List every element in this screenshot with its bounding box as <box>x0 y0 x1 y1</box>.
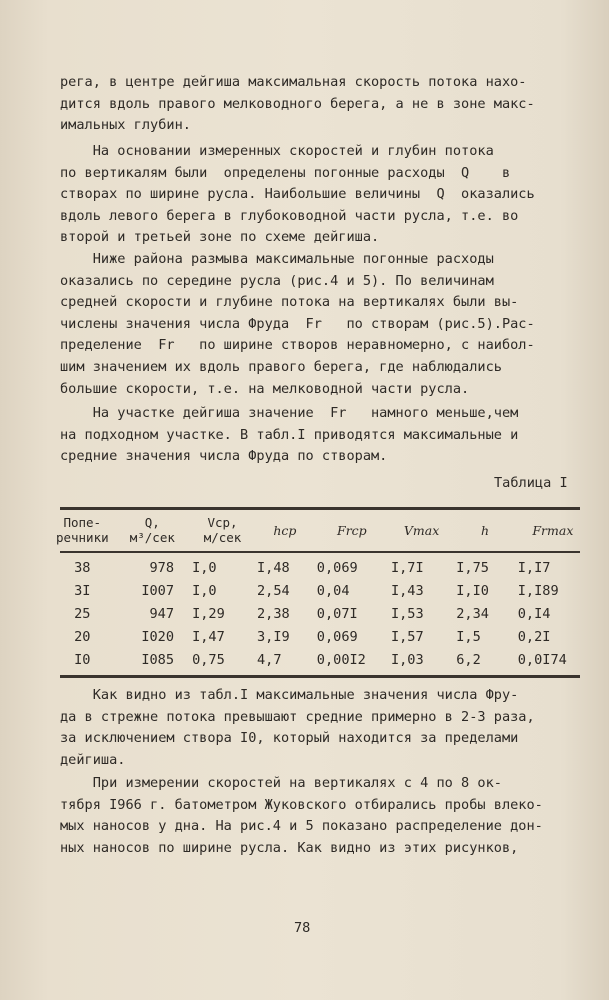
text-line: оказались по середине русла (рис.4 и 5). По величинам <box>60 272 494 289</box>
text-line: второй и третьей зоне по схеме дейгиша. <box>60 229 380 246</box>
table-header-row <box>50 510 590 550</box>
text-line: створах по ширине русла. Наибольшие величины Q оказались <box>60 186 535 203</box>
table-cell: 25 <box>74 605 91 622</box>
text-line: рега, в центре дейгиша максимальная скорость потока нахо- <box>60 74 527 90</box>
table-cell: 0,069 <box>316 559 358 576</box>
table-cell: I020 <box>141 628 175 645</box>
header-cell: h <box>480 522 490 538</box>
table-cell: I,I7 <box>517 559 551 576</box>
text-line: за исключением створа I0, который находится за пределами <box>60 730 519 747</box>
table-row <box>50 550 590 579</box>
table-cell: I,5 <box>456 628 481 645</box>
text-line: Как видно из табл.I максимальные значения числа Фру- <box>60 687 519 703</box>
table-cell: 2,34 <box>456 605 489 622</box>
paragraph-5 <box>60 685 580 771</box>
table-caption: Таблица I <box>494 475 568 491</box>
text-line: да в стрежне потока превышают средние примерно в 2-3 раза, <box>60 708 535 725</box>
data-table <box>50 510 590 671</box>
table-row <box>50 579 590 602</box>
text-line: по вертикалям были определены погонные расходы Q в <box>60 164 511 181</box>
table-cell: 4,7 <box>256 651 282 668</box>
paragraph-4 <box>60 403 580 468</box>
table-cell: I,53 <box>390 605 424 622</box>
table-cell: 0,I4 <box>517 605 551 622</box>
text-line: ных наносов по ширине русла. Как видно из этих рисунков, <box>60 839 519 856</box>
table-cell: I0 <box>74 651 91 668</box>
table-cell: 0,07I <box>316 605 358 622</box>
header-cell: hср <box>273 522 297 538</box>
text-line: средние значения числа Фруда по створам. <box>60 448 388 465</box>
table-bottom-rule <box>60 675 580 678</box>
text-line: При измерении скоростей на вертикалях с 4 по 8 ок- <box>60 775 502 791</box>
text-line: тября I966 г. батометром Жуковского отбирались пробы влеко- <box>60 796 543 813</box>
text-line: на подходном участке. В табл.I приводятся максимальные и <box>60 426 519 443</box>
table-cell: I,48 <box>256 559 290 576</box>
text-line: средней скорости и глубине потока на вертикалях были вы- <box>60 294 519 311</box>
text-line: вдоль левого берега в глубоководной части русла, т.е. во <box>60 207 519 224</box>
table-cell: I,43 <box>390 582 424 599</box>
table-cell: 947 <box>149 605 175 622</box>
table-cell: I,75 <box>456 559 489 576</box>
header-cell: Vср, м/сек <box>203 515 242 545</box>
table-cell: I007 <box>141 582 175 599</box>
table-cell: I,03 <box>390 651 424 668</box>
table-cell: 0,2I <box>517 628 551 645</box>
text-line: большие скорости, т.е. на мелководной части русла. <box>60 380 470 397</box>
table-cell: 0,75 <box>192 651 225 668</box>
text-line: дейгиша. <box>60 751 126 768</box>
paragraph-6 <box>60 773 580 859</box>
table-cell: I,I0 <box>456 582 489 599</box>
table-cell: 978 <box>149 559 175 576</box>
table-cell: 2,38 <box>256 605 290 622</box>
table-cell: 0,04 <box>316 582 350 599</box>
table-cell: 0,00I2 <box>316 651 366 668</box>
paragraph-2 <box>60 141 580 249</box>
text-line: дится вдоль правого мелководного берега, а не в зоне макс- <box>60 95 535 112</box>
header-cell: Frmax <box>532 522 574 538</box>
paragraph-3 <box>60 249 580 400</box>
table-header-rule <box>60 551 580 553</box>
text-line: пределение Fr по ширине створов неравномерно, с наибол- <box>60 337 535 354</box>
table-cell: 2,54 <box>256 582 290 599</box>
table-cell: I,0 <box>192 559 217 576</box>
text-line: шим значением их вдоль правого берега, где наблюдались <box>60 358 502 375</box>
table-row <box>50 625 590 648</box>
text-line: числены значения числа Фруда Fr по створам (рис.5).Рас- <box>60 315 535 332</box>
table-row <box>50 648 590 671</box>
header-cell: Frср <box>337 522 367 538</box>
header-cell: Попе- речники <box>55 515 109 545</box>
table-row <box>50 602 590 625</box>
table-cell: I,7I <box>390 559 424 576</box>
table-cell: I,0 <box>192 582 217 599</box>
paragraph-1 <box>60 72 580 137</box>
table-cell: 6,2 <box>456 651 481 668</box>
table-cell: 0,0I74 <box>517 651 567 668</box>
text-line: имальных глубин. <box>60 117 191 134</box>
table-cell: 20 <box>74 628 91 645</box>
text-line: На основании измеренных скоростей и глубин потока <box>60 143 494 159</box>
table-cell: 3,I9 <box>256 628 290 645</box>
table-cell: 0,069 <box>316 628 358 645</box>
text-line: Ниже района размыва максимальные погонные расходы <box>60 251 494 267</box>
table-cell: I,29 <box>192 605 225 622</box>
text-line: мых наносов у дна. На рис.4 и 5 показано распределение дон- <box>60 818 543 835</box>
table-cell: I085 <box>141 651 175 668</box>
table-cell: I,47 <box>192 628 225 645</box>
page-number: 78 <box>294 920 311 936</box>
table-cell: 3I <box>74 582 91 599</box>
table-cell: I,57 <box>390 628 424 645</box>
header-cell: Q, м³/сек <box>129 515 175 545</box>
table-cell: 38 <box>74 559 91 576</box>
text-line: На участке дейгиша значение Fr намного меньше,чем <box>60 405 519 421</box>
table-cell: I,I89 <box>517 582 559 599</box>
header-cell: Vmax <box>403 522 440 538</box>
table-body <box>50 550 590 671</box>
